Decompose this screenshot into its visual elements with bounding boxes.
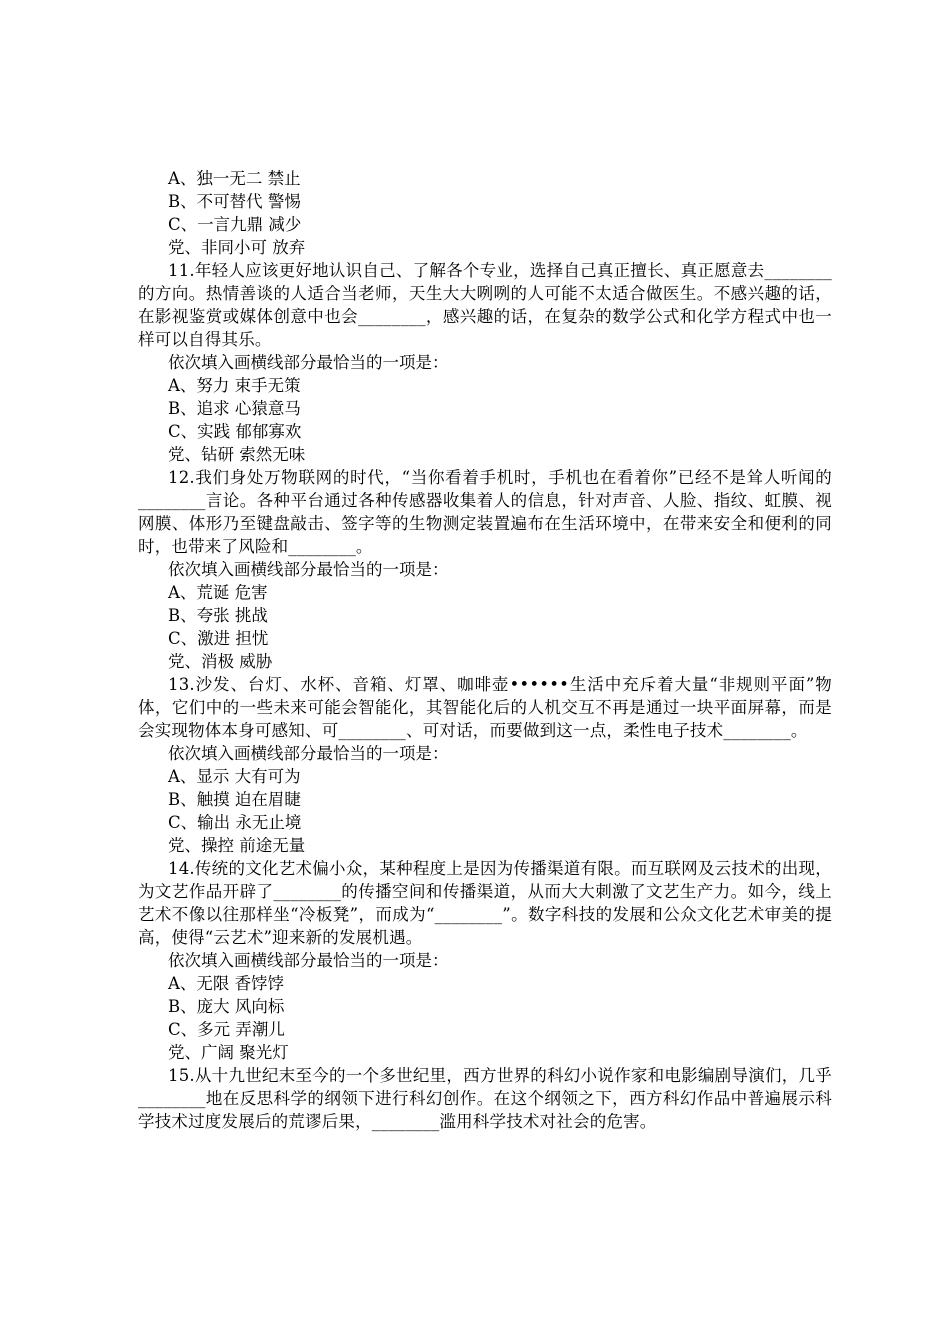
question-stem: 15.从十九世纪末至今的一个多世纪里，西方世界的科幻小说作家和电影编剧导演们，几乎________地在反思科学的纲领下进行科幻创作。在这个纲领之下，西方科幻作品中普遍展示科学技术过度发展后的荒谬后果，________滥用科学技术对社会的危害。 [138,1066,832,1131]
option-d: 党、消极 威胁 [168,652,273,671]
option-d: 党、操控 前途无量 [168,836,306,855]
question-prompt: 依次填入画横线部分最恰当的一项是： [168,353,449,372]
option-d: 党、钻研 索然无味 [168,445,306,464]
option-a: A、显示 大有可为 [168,767,301,786]
question-13 [138,673,832,857]
option-b: B、触摸 迫在眉睫 [168,790,301,809]
option-b: B、夸张 挑战 [168,606,268,625]
question-14 [138,857,832,1064]
document-page [138,167,832,1133]
question-11 [138,259,832,466]
option-c: C、一言九鼎 减少 [168,215,302,234]
question-10-options [138,167,832,259]
question-prompt: 依次填入画横线部分最恰当的一项是： [168,744,449,763]
option-d: 党、广阔 聚光灯 [168,1043,289,1062]
question-12 [138,466,832,673]
question-stem: 12.我们身处万物联网的时代，“当你看着手机时，手机也在看着你”已经不是耸人听闻的________言论。各种平台通过各种传感器收集着人的信息，针对声音、人脸、指纹、虹膜、视网膜、体形乃至键盘敲击、签字等的生物测定装置遍布在生活环境中，在带来安全和便利的同时，也带来了风险和________。 [138,468,832,556]
option-c: C、激进 担忧 [168,629,269,648]
question-stem: 14.传统的文化艺术偏小众，某种程度上是因为传播渠道有限。而互联网及云技术的出现，为文艺作品开辟了________的传播空间和传播渠道，从而大大刺激了文艺生产力。如今，线上艺术不像以往那样坐“冷板凳”，而成为“________”。数字科技的发展和公众文化艺术审美的提高，使得“云艺术”迎来新的发展机遇。 [138,859,832,947]
option-b: B、追求 心猿意马 [168,399,301,418]
question-15 [138,1064,832,1133]
option-a: A、独一无二 禁止 [168,169,301,188]
option-a: A、努力 束手无策 [168,376,301,395]
option-c: C、实践 郁郁寡欢 [168,422,302,441]
question-stem: 13.沙发、台灯、水杯、音箱、灯罩、咖啡壶••••••生活中充斥着大量“非规则平面”物体，它们中的一些未来可能会智能化，其智能化后的人机交互不再是通过一块平面屏幕，而是会实现物体本身可感知、可________、可对话，而要做到这一点，柔性电子技术________。 [138,675,832,740]
question-prompt: 依次填入画横线部分最恰当的一项是： [168,560,449,579]
option-c: C、输出 永无止境 [168,813,302,832]
option-b: B、不可替代 警惕 [168,192,301,211]
option-d: 党、非同小可 放弃 [168,238,306,257]
option-a: A、无限 香饽饽 [168,974,285,993]
option-c: C、多元 弄潮儿 [168,1020,285,1039]
option-a: A、荒诞 危害 [168,583,268,602]
option-b: B、庞大 风向标 [168,997,285,1016]
question-prompt: 依次填入画横线部分最恰当的一项是： [168,951,449,970]
question-stem: 11.年轻人应该更好地认识自己、了解各个专业，选择自己真正擅长、真正愿意去________的方向。热情善谈的人适合当老师，天生大大咧咧的人可能不太适合做医生。不感兴趣的话，在影视鉴赏或媒体创意中也会________，感兴趣的话，在复杂的数学公式和化学方程式中也一样可以自得其乐。 [138,261,832,349]
